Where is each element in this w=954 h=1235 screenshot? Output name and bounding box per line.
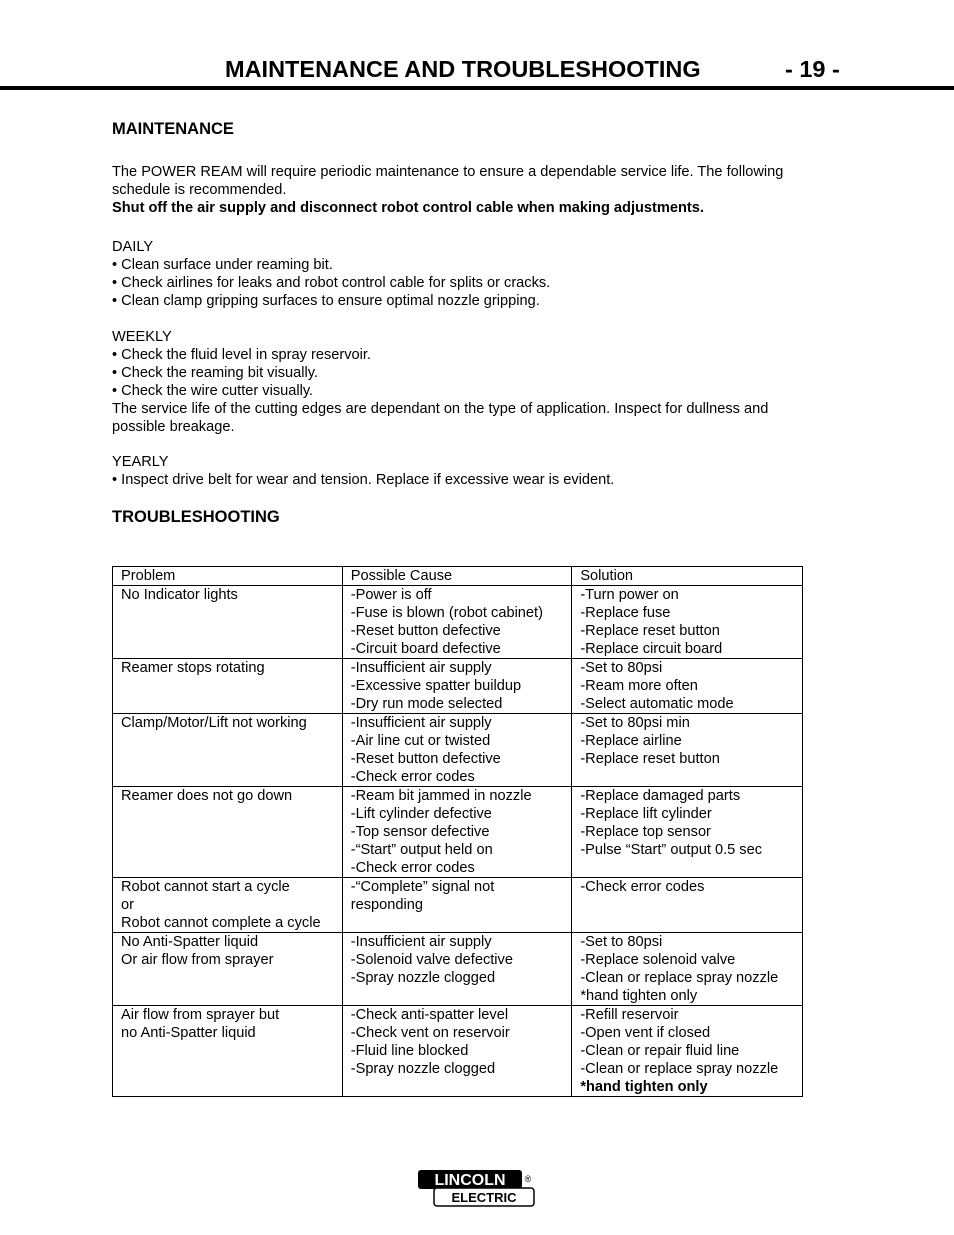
solution-line: -Pulse “Start” output 0.5 sec [580,842,763,858]
cause-line: -Check vent on reservoir [350,1025,510,1041]
daily-section [112,238,842,310]
cell-solution [572,659,803,714]
cell-solution [572,1006,803,1097]
solution-line: -Check error codes [580,879,705,895]
problem-line: Clamp/Motor/Lift not working [121,715,307,731]
maintenance-intro [112,163,842,217]
table-row [113,878,803,933]
daily-item: • Clean clamp gripping surfaces to ensure optimal nozzle gripping. [112,293,540,309]
table-row [113,586,803,659]
cell-cause [342,586,572,659]
solution-line: -Replace reset button [580,623,720,639]
problem-line: Air flow from sprayer but [121,1007,280,1023]
solution-line: -Replace circuit board [580,641,723,657]
cause-line: -Top sensor defective [350,824,490,840]
table-body [113,586,803,1097]
troubleshooting-table [112,566,803,1097]
problem-line: no Anti-Spatter liquid [121,1025,256,1041]
solution-line: -Replace solenoid valve [580,952,736,968]
weekly-item: • Check the fluid level in spray reservoir. [112,347,371,363]
weekly-section [112,328,842,436]
weekly-note: The service life of the cutting edges are dependant on the type of application. Inspect for dullness and [112,401,769,417]
table-row [113,1006,803,1097]
solution-line: -Replace reset button [580,751,720,767]
solution-line: -Set to 80psi [580,934,663,950]
cell-problem [113,878,343,933]
cell-problem [113,787,343,878]
weekly-note: possible breakage. [112,419,235,435]
cell-cause [342,878,572,933]
solution-line: *hand tighten only [580,988,698,1004]
cell-cause [342,714,572,787]
daily-item: • Clean surface under reaming bit. [112,257,333,273]
cell-cause [342,933,572,1006]
logo-bottom-text: ELECTRIC [451,1190,517,1205]
intro-line: The POWER REAM will require periodic maintenance to ensure a dependable service life. The following [112,164,784,180]
cell-problem [113,1006,343,1097]
column-header-problem: Problem [113,567,343,586]
column-header-cause: Possible Cause [342,567,572,586]
cause-line: -“Start” output held on [350,842,493,858]
cause-line: -Fluid line blocked [350,1043,469,1059]
cause-line: -Spray nozzle clogged [350,1061,496,1077]
cell-solution [572,787,803,878]
problem-line: Reamer does not go down [121,788,293,804]
cause-line: -Fuse is blown (robot cabinet) [350,605,543,621]
cause-line: -Circuit board defective [350,641,501,657]
cause-line: -Air line cut or twisted [350,733,491,749]
weekly-item: • Check the wire cutter visually. [112,383,314,399]
cause-line: -Check anti-spatter level [350,1007,509,1023]
solution-line: -Set to 80psi min [580,715,690,731]
solution-line: -Clean or repair fluid line [580,1043,740,1059]
cause-line: -Dry run mode selected [350,696,503,712]
solution-line: -Ream more often [580,678,698,694]
solution-line: -Replace top sensor [580,824,711,840]
solution-line: -Replace damaged parts [580,788,741,804]
cause-line: -Check error codes [350,860,475,876]
logo-top-text: LINCOLN [434,1172,506,1189]
lincoln-electric-logo [417,1169,535,1207]
yearly-section [112,453,842,489]
page-title: MAINTENANCE AND TROUBLESHOOTING [225,56,701,82]
cell-cause [342,787,572,878]
cause-line: -“Complete” signal not [350,879,495,895]
solution-line: *hand tighten only [580,1079,708,1095]
cell-problem [113,714,343,787]
problem-line: No Anti-Spatter liquid [121,934,259,950]
column-header-solution: Solution [572,567,803,586]
yearly-item: • Inspect drive belt for wear and tension. Replace if excessive wear is evident. [112,472,615,488]
cell-problem [113,586,343,659]
cell-solution [572,933,803,1006]
problem-line: No Indicator lights [121,587,238,603]
cell-solution [572,878,803,933]
solution-line: -Replace lift cylinder [580,806,712,822]
cause-line: -Check error codes [350,769,475,785]
yearly-label: YEARLY [112,454,169,470]
solution-line: -Select automatic mode [580,696,734,712]
cause-line: -Lift cylinder defective [350,806,492,822]
weekly-label: WEEKLY [112,329,172,345]
table-row [113,659,803,714]
cause-line: -Reset button defective [350,623,501,639]
solution-line: -Replace airline [580,733,682,749]
cell-problem [113,659,343,714]
page-number: - 19 - [785,56,840,82]
cell-solution [572,586,803,659]
cell-solution [572,714,803,787]
maintenance-heading: MAINTENANCE [112,120,234,138]
cause-line: -Solenoid valve defective [350,952,513,968]
solution-line: -Set to 80psi [580,660,663,676]
cause-line: -Power is off [350,587,432,603]
solution-line: -Clean or replace spray nozzle [580,970,779,986]
problem-line: Or air flow from sprayer [121,952,274,968]
table-header-row [113,567,803,586]
problem-line: or [121,897,134,913]
registered-mark: ® [524,1174,532,1184]
table-row [113,787,803,878]
cell-problem [113,933,343,1006]
problem-line: Reamer stops rotating [121,660,265,676]
cause-line: -Reset button defective [350,751,501,767]
daily-label: DAILY [112,239,154,255]
cause-line: -Insufficient air supply [350,660,492,676]
problem-line: Robot cannot complete a cycle [121,915,321,931]
solution-line: -Replace fuse [580,605,671,621]
safety-warning: Shut off the air supply and disconnect robot control cable when making adjustments. [112,200,704,216]
solution-line: -Turn power on [580,587,679,603]
table-row [113,933,803,1006]
intro-line: schedule is recommended. [112,182,287,198]
solution-line: -Clean or replace spray nozzle [580,1061,779,1077]
cell-cause [342,1006,572,1097]
cause-line: responding [350,897,423,913]
cause-line: -Insufficient air supply [350,934,492,950]
cause-line: -Spray nozzle clogged [350,970,496,986]
cause-line: -Insufficient air supply [350,715,492,731]
troubleshooting-heading: TROUBLESHOOTING [112,508,280,526]
cell-cause [342,659,572,714]
cause-line: -Excessive spatter buildup [350,678,522,694]
solution-line: -Refill reservoir [580,1007,679,1023]
problem-line: Robot cannot start a cycle [121,879,290,895]
page-header [0,54,954,90]
solution-line: -Open vent if closed [580,1025,711,1041]
table-row [113,714,803,787]
weekly-item: • Check the reaming bit visually. [112,365,318,381]
cause-line: -Ream bit jammed in nozzle [350,788,532,804]
daily-item: • Check airlines for leaks and robot control cable for splits or cracks. [112,275,551,291]
